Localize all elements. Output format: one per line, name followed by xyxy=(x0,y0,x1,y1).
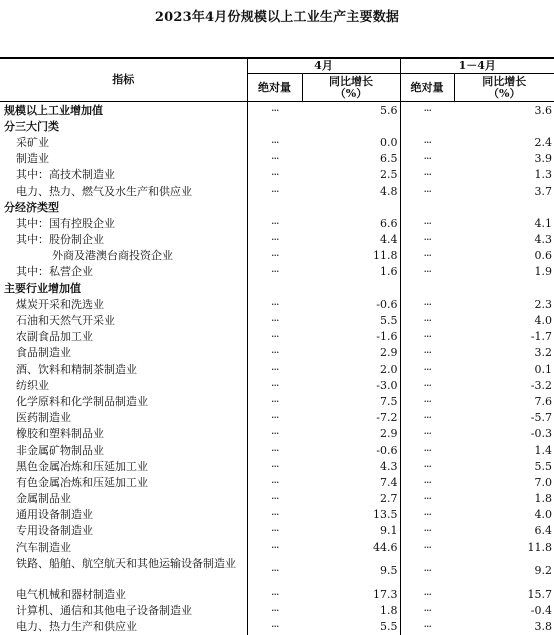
april-absolute-cell: ··· xyxy=(247,167,302,183)
table-row xyxy=(0,199,554,215)
header-item: 指标 xyxy=(0,58,247,102)
ytd-yoy-cell: 2.4 xyxy=(534,135,552,149)
april-yoy-cell: 17.3 xyxy=(373,587,398,601)
row-label: 采矿业 xyxy=(16,135,49,149)
ytd-absolute-cell: ··· xyxy=(400,151,454,167)
april-yoy-cell: -0.6 xyxy=(376,297,398,311)
ytd-yoy-cell: 4.0 xyxy=(534,508,552,522)
row-label: 其中：高技术制造业 xyxy=(16,168,115,182)
ytd-absolute-cell xyxy=(400,280,454,296)
ytd-absolute-cell: ··· xyxy=(400,393,454,409)
table-row xyxy=(0,183,554,199)
table-row xyxy=(0,619,554,635)
april-yoy-cell: 1.6 xyxy=(380,265,398,279)
april-yoy-cell: 5.6 xyxy=(380,103,398,117)
ytd-yoy-cell: 3.9 xyxy=(534,152,552,166)
april-yoy-cell: -3.0 xyxy=(376,378,398,392)
ytd-yoy-cell: 11.8 xyxy=(527,540,552,554)
table-row xyxy=(0,442,554,458)
april-yoy-cell: 5.5 xyxy=(380,620,398,634)
row-label: 通用设备制造业 xyxy=(16,508,93,522)
april-absolute-cell: ··· xyxy=(247,134,302,150)
row-label: 食品制造业 xyxy=(16,346,71,360)
table-row xyxy=(0,118,554,134)
april-yoy-cell: 6.5 xyxy=(380,152,398,166)
ytd-absolute-cell: ··· xyxy=(400,586,454,602)
ytd-absolute-cell: ··· xyxy=(400,345,454,361)
table-row xyxy=(0,232,554,248)
april-absolute-cell: ··· xyxy=(247,458,302,474)
row-label: 黑色金属冶炼和压延加工业 xyxy=(16,459,148,473)
april-absolute-cell: ··· xyxy=(247,426,302,442)
april-yoy-cell: 9.5 xyxy=(380,564,398,578)
header-april-absolute: 绝对量 xyxy=(247,74,302,102)
april-absolute-cell xyxy=(247,199,302,215)
ytd-absolute-cell: ··· xyxy=(400,361,454,377)
april-yoy-cell xyxy=(302,280,400,296)
ytd-absolute-cell: ··· xyxy=(400,329,454,345)
april-absolute-cell: ··· xyxy=(247,555,302,586)
ytd-absolute-cell: ··· xyxy=(400,523,454,539)
table-row xyxy=(0,102,554,119)
ytd-absolute-cell: ··· xyxy=(400,312,454,328)
april-absolute-cell: ··· xyxy=(247,232,302,248)
ytd-yoy-cell: 3.6 xyxy=(534,103,552,117)
ytd-absolute-cell: ··· xyxy=(400,458,454,474)
ytd-absolute-cell: ··· xyxy=(400,215,454,231)
april-absolute-cell: ··· xyxy=(247,523,302,539)
ytd-yoy-cell xyxy=(454,199,554,215)
row-label: 纺织业 xyxy=(16,378,49,392)
table-row xyxy=(0,523,554,539)
april-yoy-cell: 44.6 xyxy=(373,540,398,554)
row-label: 橡胶和塑料制品业 xyxy=(16,427,104,441)
ytd-yoy-cell: 1.8 xyxy=(534,492,552,506)
header-jan-apr: 1－4月 xyxy=(400,58,554,74)
header-april: 4月 xyxy=(247,58,400,74)
row-label: 农副食品加工业 xyxy=(16,330,93,344)
table-row xyxy=(0,134,554,150)
table-row xyxy=(0,426,554,442)
april-absolute-cell: ··· xyxy=(247,151,302,167)
table-row xyxy=(0,167,554,183)
april-yoy-cell: 2.5 xyxy=(380,168,398,182)
april-yoy-cell: 6.6 xyxy=(380,216,398,230)
april-yoy-cell xyxy=(302,118,400,134)
ytd-yoy-cell xyxy=(454,280,554,296)
ytd-yoy-cell: 0.6 xyxy=(534,249,552,263)
ytd-yoy-cell: 15.7 xyxy=(527,587,552,601)
april-absolute-cell: ··· xyxy=(247,183,302,199)
table-row xyxy=(0,491,554,507)
ytd-absolute-cell: ··· xyxy=(400,555,454,586)
april-absolute-cell: ··· xyxy=(247,410,302,426)
april-absolute-cell: ··· xyxy=(247,442,302,458)
row-label: 医药制造业 xyxy=(16,411,71,425)
table-row xyxy=(0,393,554,409)
april-yoy-cell: 7.4 xyxy=(380,475,398,489)
april-yoy-cell: 2.9 xyxy=(380,346,398,360)
row-label: 专用设备制造业 xyxy=(16,524,93,538)
row-label: 制造业 xyxy=(16,152,49,166)
row-label: 其中：私营企业 xyxy=(16,265,93,279)
ytd-yoy-cell: 7.0 xyxy=(534,475,552,489)
table-row xyxy=(0,280,554,296)
ytd-yoy-cell: 3.8 xyxy=(534,620,552,634)
ytd-absolute-cell: ··· xyxy=(400,264,454,280)
ytd-yoy-cell: 4.3 xyxy=(534,233,552,247)
ytd-yoy-cell: -0.4 xyxy=(530,604,552,618)
april-absolute-cell xyxy=(247,118,302,134)
table-row xyxy=(0,361,554,377)
ytd-yoy-cell: 9.2 xyxy=(534,564,552,578)
table-row xyxy=(0,312,554,328)
ytd-absolute-cell: ··· xyxy=(400,248,454,264)
table-row xyxy=(0,474,554,490)
row-label: 分经济类型 xyxy=(4,200,59,214)
ytd-yoy-cell: -1.7 xyxy=(530,330,552,344)
ytd-absolute-cell: ··· xyxy=(400,377,454,393)
row-label: 电力、热力生产和供应业 xyxy=(16,620,137,634)
ytd-yoy-cell: 1.9 xyxy=(534,265,552,279)
row-label: 有色金属冶炼和压延加工业 xyxy=(16,475,148,489)
table-row xyxy=(0,539,554,555)
ytd-absolute-cell: ··· xyxy=(400,602,454,618)
ytd-absolute-cell xyxy=(400,199,454,215)
april-absolute-cell: ··· xyxy=(247,312,302,328)
ytd-yoy-cell: 1.4 xyxy=(534,443,552,457)
ytd-absolute-cell: ··· xyxy=(400,134,454,150)
ytd-yoy-cell: -0.3 xyxy=(530,427,552,441)
row-label: 煤炭开采和洗选业 xyxy=(16,297,104,311)
table-row xyxy=(0,586,554,602)
april-absolute-cell: ··· xyxy=(247,393,302,409)
table-row xyxy=(0,329,554,345)
april-yoy-cell: 11.8 xyxy=(373,249,398,263)
april-absolute-cell: ··· xyxy=(247,619,302,635)
ytd-absolute-cell: ··· xyxy=(400,183,454,199)
row-label: 非金属矿物制品业 xyxy=(16,443,104,457)
row-label: 主要行业增加值 xyxy=(4,281,81,295)
ytd-yoy-cell: 4.1 xyxy=(534,216,552,230)
header-april-yoy: 同比增长 （%） xyxy=(302,74,400,102)
row-label: 石油和天然气开采业 xyxy=(16,314,115,328)
april-absolute-cell: ··· xyxy=(247,329,302,345)
table-row xyxy=(0,215,554,231)
ytd-yoy-cell: 4.0 xyxy=(534,314,552,328)
april-absolute-cell: ··· xyxy=(247,474,302,490)
row-label: 其中：国有控股企业 xyxy=(16,216,115,230)
ytd-absolute-cell: ··· xyxy=(400,442,454,458)
table-row xyxy=(0,602,554,618)
ytd-absolute-cell: ··· xyxy=(400,539,454,555)
table-row xyxy=(0,264,554,280)
april-absolute-cell: ··· xyxy=(247,377,302,393)
row-label: 分三大门类 xyxy=(4,119,59,133)
header-ytd-yoy: 同比增长 （%） xyxy=(454,74,554,102)
april-yoy-cell: -1.6 xyxy=(376,330,398,344)
april-absolute-cell: ··· xyxy=(247,539,302,555)
ytd-absolute-cell: ··· xyxy=(400,232,454,248)
april-yoy-cell: 13.5 xyxy=(373,508,398,522)
ytd-yoy-cell: 0.1 xyxy=(534,362,552,376)
table-row xyxy=(0,555,554,586)
april-yoy-cell: 5.5 xyxy=(380,314,398,328)
ytd-yoy-cell: -5.7 xyxy=(530,411,552,425)
ytd-absolute-cell: ··· xyxy=(400,619,454,635)
row-label: 外商及港澳台商投资企业 xyxy=(52,249,173,263)
ytd-yoy-cell: 5.5 xyxy=(534,459,552,473)
table-row xyxy=(0,296,554,312)
ytd-absolute-cell: ··· xyxy=(400,491,454,507)
table-row xyxy=(0,458,554,474)
table-row xyxy=(0,377,554,393)
april-absolute-cell: ··· xyxy=(247,345,302,361)
april-yoy-cell: 2.9 xyxy=(380,427,398,441)
table-row xyxy=(0,345,554,361)
ytd-absolute-cell: ··· xyxy=(400,474,454,490)
ytd-yoy-cell: 3.7 xyxy=(534,184,552,198)
ytd-yoy-cell xyxy=(454,118,554,134)
ytd-absolute-cell: ··· xyxy=(400,167,454,183)
row-label: 规模以上工业增加值 xyxy=(4,103,103,117)
ytd-yoy-cell: 6.4 xyxy=(534,524,552,538)
ytd-yoy-cell: -3.2 xyxy=(530,378,552,392)
table-row xyxy=(0,248,554,264)
table-row xyxy=(0,410,554,426)
april-absolute-cell: ··· xyxy=(247,586,302,602)
row-label: 化学原料和化学制品制造业 xyxy=(16,394,148,408)
row-label: 电力、热力、燃气及水生产和供应业 xyxy=(16,184,192,198)
ytd-absolute-cell xyxy=(400,118,454,134)
row-label: 金属制品业 xyxy=(16,492,71,506)
table-row xyxy=(0,507,554,523)
april-yoy-cell: 4.8 xyxy=(380,184,398,198)
table-row xyxy=(0,151,554,167)
april-yoy-cell: 1.8 xyxy=(380,604,398,618)
april-yoy-cell: 4.3 xyxy=(380,459,398,473)
row-label: 汽车制造业 xyxy=(16,540,71,554)
april-yoy-cell: 0.0 xyxy=(380,135,398,149)
ytd-yoy-cell: 1.3 xyxy=(534,168,552,182)
row-label: 酒、饮料和精制茶制造业 xyxy=(16,362,137,376)
april-yoy-cell xyxy=(302,199,400,215)
row-label: 其中：股份制企业 xyxy=(16,233,104,247)
ytd-yoy-cell: 7.6 xyxy=(534,394,552,408)
april-yoy-cell: 9.1 xyxy=(380,524,398,538)
ytd-yoy-cell: 3.2 xyxy=(534,346,552,360)
row-label: 铁路、船舶、航空航天和其他运输设备制造业 xyxy=(16,557,236,571)
row-label: 计算机、通信和其他电子设备制造业 xyxy=(16,604,192,618)
april-yoy-cell: 2.0 xyxy=(380,362,398,376)
april-absolute-cell: ··· xyxy=(247,361,302,377)
april-yoy-cell: 4.4 xyxy=(380,233,398,247)
ytd-yoy-cell: 2.3 xyxy=(534,297,552,311)
ytd-absolute-cell: ··· xyxy=(400,426,454,442)
page-title: 2023年4月份规模以上工业生产主要数据 xyxy=(154,10,400,25)
header-ytd-absolute: 绝对量 xyxy=(400,74,454,102)
april-absolute-cell: ··· xyxy=(247,102,302,119)
industrial-data-table xyxy=(0,57,554,635)
ytd-absolute-cell: ··· xyxy=(400,410,454,426)
table-body xyxy=(0,102,554,635)
april-absolute-cell xyxy=(247,280,302,296)
april-absolute-cell: ··· xyxy=(247,264,302,280)
april-yoy-cell: 7.5 xyxy=(380,394,398,408)
april-absolute-cell: ··· xyxy=(247,602,302,618)
april-yoy-cell: -7.2 xyxy=(376,411,398,425)
row-label: 电气机械和器材制造业 xyxy=(16,587,126,601)
ytd-absolute-cell: ··· xyxy=(400,296,454,312)
april-absolute-cell: ··· xyxy=(247,507,302,523)
ytd-absolute-cell: ··· xyxy=(400,507,454,523)
april-absolute-cell: ··· xyxy=(247,215,302,231)
april-absolute-cell: ··· xyxy=(247,491,302,507)
april-absolute-cell: ··· xyxy=(247,296,302,312)
april-absolute-cell: ··· xyxy=(247,248,302,264)
april-yoy-cell: 2.7 xyxy=(380,492,398,506)
ytd-absolute-cell: ··· xyxy=(400,102,454,119)
april-yoy-cell: -0.6 xyxy=(376,443,398,457)
